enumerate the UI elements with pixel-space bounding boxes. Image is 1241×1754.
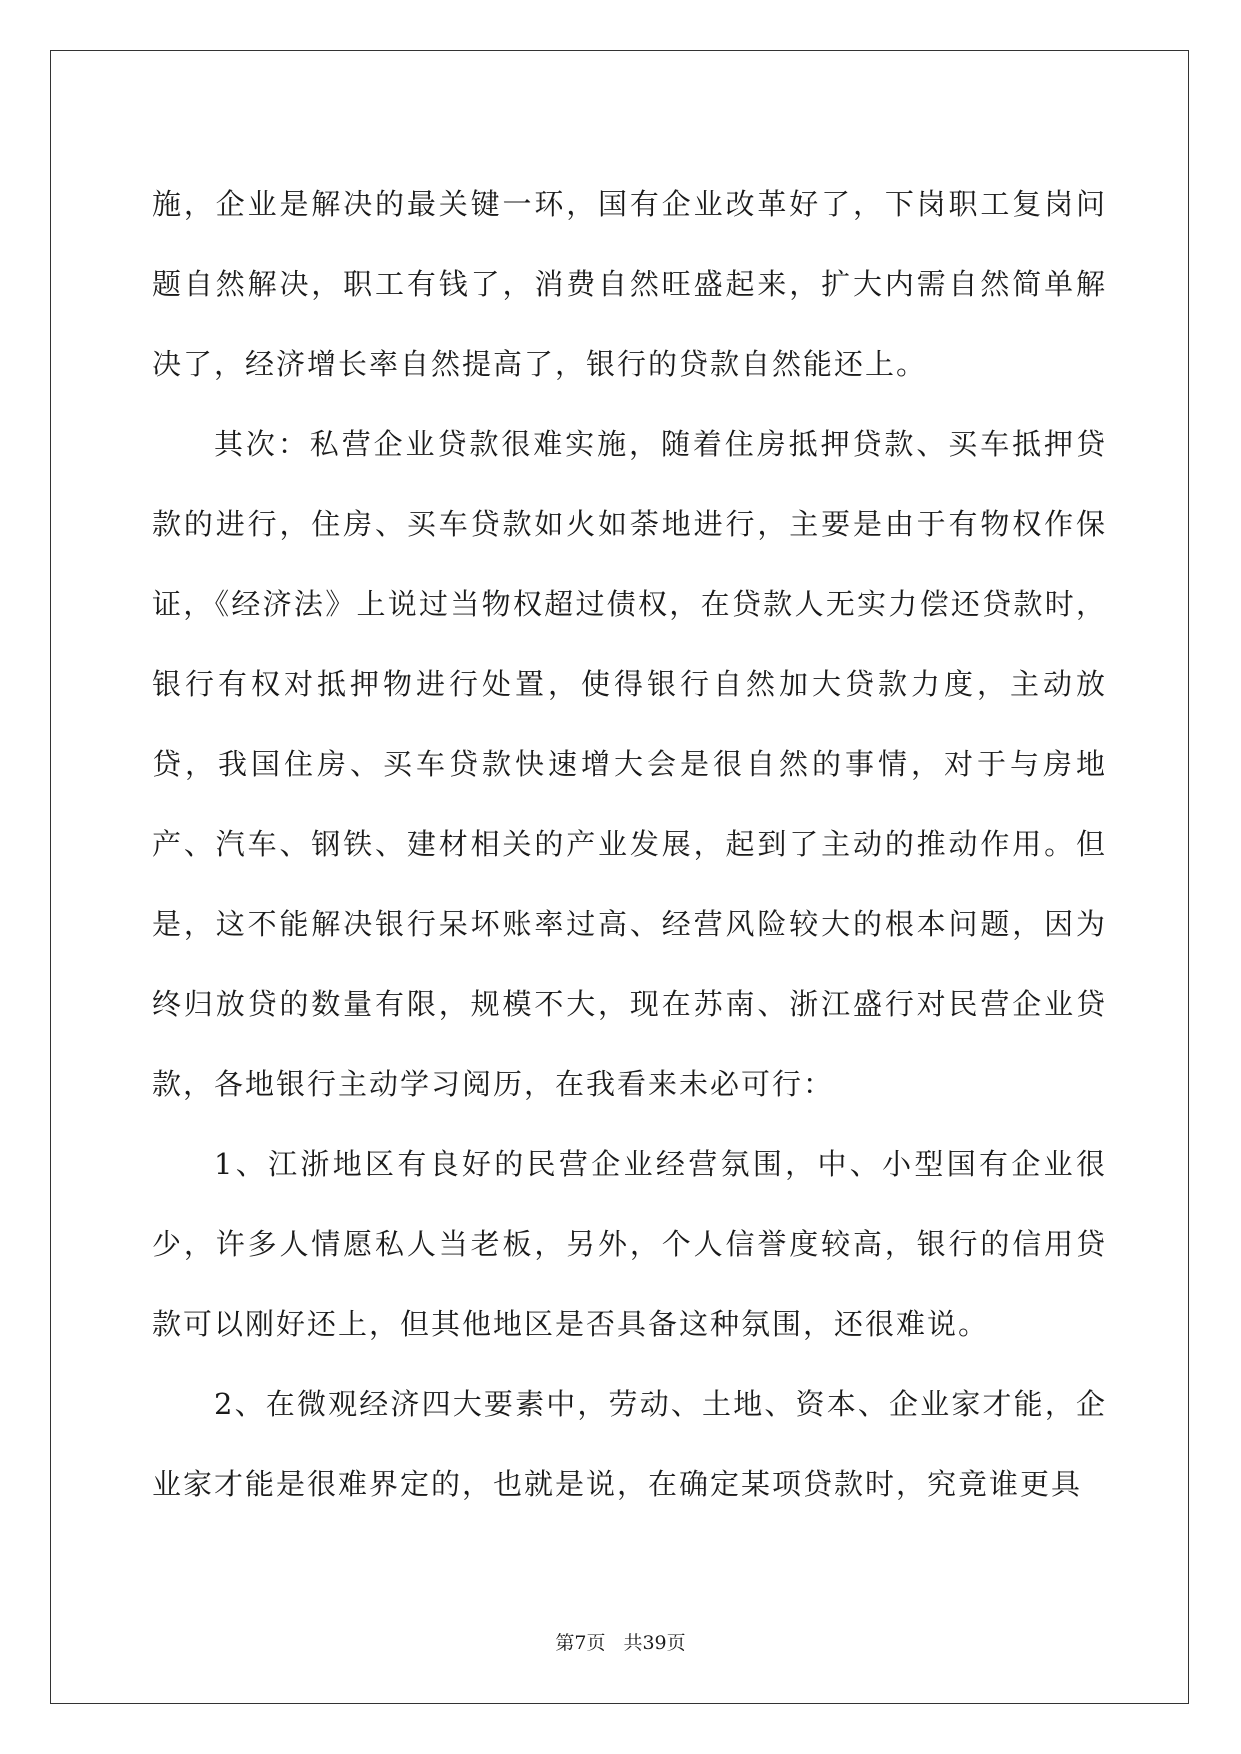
document-body bbox=[152, 164, 1107, 1524]
total-pages-label: 共39页 bbox=[623, 1632, 686, 1654]
page-footer bbox=[0, 1628, 1241, 1655]
current-page-label: 第7页 bbox=[555, 1632, 606, 1654]
paragraph: 1、江浙地区有良好的民营企业经营氛围，中、小型国有企业很少，许多人情愿私人当老板，另外，个人信誉度较高，银行的信用贷款可以刚好还上，但其他地区是否具备这种氛围，还很难说。 bbox=[152, 1147, 1107, 1341]
paragraph: 施，企业是解决的最关键一环，国有企业改革好了，下岗职工复岗问题自然解决，职工有钱了，消费自然旺盛起来，扩大内需自然简单解决了，经济增长率自然提高了，银行的贷款自然能还上。 bbox=[152, 187, 1107, 381]
paragraph: 2、在微观经济四大要素中，劳动、土地、资本、企业家才能，企业家才能是很难界定的，也就是说，在确定某项贷款时，究竟谁更具 bbox=[152, 1387, 1107, 1501]
paragraph: 其次：私营企业贷款很难实施，随着住房抵押贷款、买车抵押贷款的进行，住房、买车贷款如火如荼地进行，主要是由于有物权作保证，《经济法》上说过当物权超过债权，在贷款人无实力偿还贷款时，银行有权对抵押物进行处置，使得银行自然加大贷款力度，主动放贷，我国住房、买车贷款快速增大会是很自然的事情，对于与房地产、汽车、钢铁、建材相关的产业发展，起到了主动的推动作用。但是，这不能解决银行呆坏账率过高、经营风险较大的根本问题，因为终归放贷的数量有限，规模不大，现在苏南、浙江盛行对民营企业贷款，各地银行主动学习阅历，在我看来未必可行： bbox=[152, 427, 1107, 1101]
